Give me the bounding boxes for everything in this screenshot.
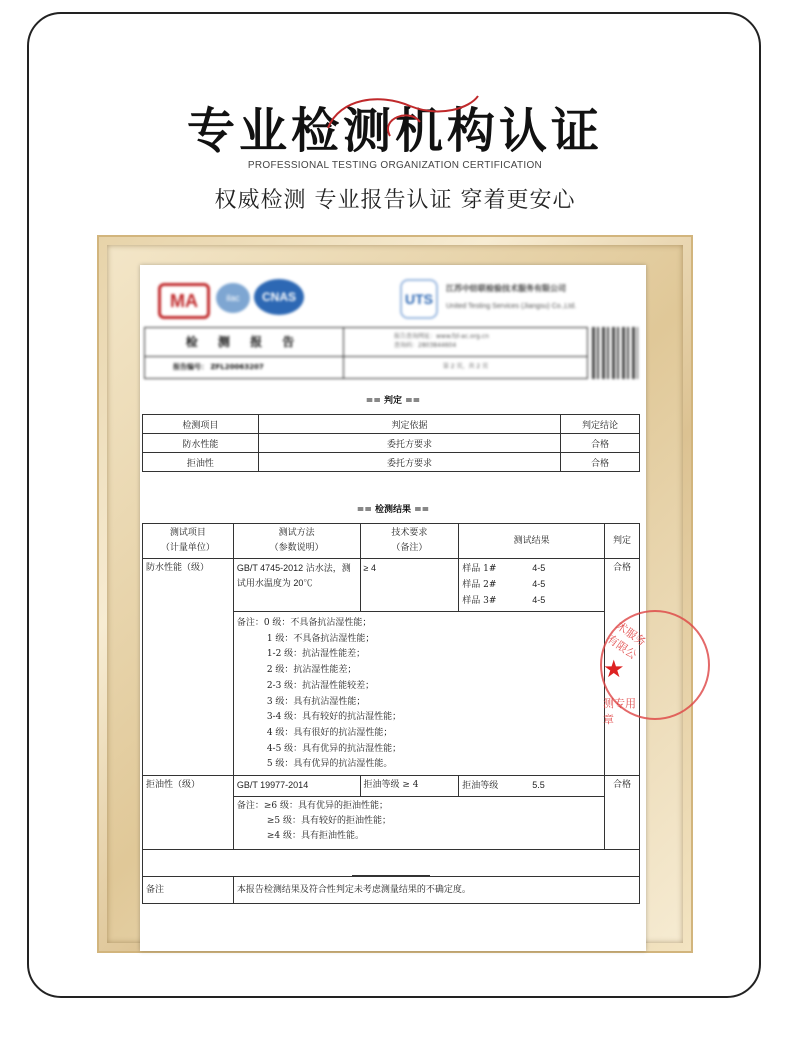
note-line: 2-3 级：抗沾湿性能较差；: [266, 680, 375, 691]
table-row-water: [143, 559, 640, 612]
header-method: [233, 524, 360, 559]
org-name-en: United Testing Services (Jiangsu) Co.,Ltd.: [446, 303, 577, 310]
sample-row: [462, 577, 601, 593]
table-header-row: [143, 524, 640, 559]
oil-notes: [233, 797, 604, 850]
table-cell: 防水性能: [143, 434, 259, 453]
water-item: 防水性能（级）: [143, 559, 234, 776]
oil-item: 拒油性（级）: [143, 776, 234, 850]
note-line: 4-5 级：具有优异的抗沾湿性能；: [266, 743, 402, 754]
oil-method: GB/T 19977-2014: [233, 776, 360, 797]
header-sub: （备注）: [391, 543, 428, 553]
oil-result-value: 5.5: [532, 780, 545, 791]
water-results: [459, 559, 605, 612]
seal-text-bottom: 测专用章: [603, 697, 636, 726]
note-line: 备注：0 级：不具备抗沾湿性能；: [236, 618, 372, 628]
water-judge: 合格: [605, 559, 640, 776]
report-paper: [140, 265, 649, 951]
water-method: GB/T 4745-2012 沾水法，测试用水温度为 20℃: [233, 559, 360, 612]
water-req: ≥ 4: [360, 559, 459, 612]
sample-row: [462, 593, 601, 609]
ilac-logo: ilac: [216, 283, 250, 313]
water-notes: [233, 612, 604, 776]
seal-star-icon: ★: [603, 655, 625, 683]
results-table: [142, 523, 640, 904]
judgement-table: [142, 414, 640, 472]
header-label: 测试方法: [278, 528, 315, 538]
cnas-logo: CNAS: [254, 279, 304, 315]
header-sub: （计量单位）: [160, 543, 215, 553]
note-line: 4 级：具有很好的抗沾湿性能；: [266, 727, 393, 738]
seal-text-arc: 术服务有限公: [604, 619, 649, 662]
remark-text: 本报告检测结果及符合性判定未考虑测量结果的不确定度。: [233, 877, 639, 904]
subtitle-chinese: 权威检测 专业报告认证 穿着更安心: [214, 188, 576, 213]
sample-label: 样品 3#: [462, 596, 497, 606]
sample-label: 样品 1#: [462, 564, 497, 574]
table-row-oil: [143, 776, 640, 797]
oil-req: 拒油等级 ≥ 4: [360, 776, 459, 797]
results-heading: == 检测结果 ==: [356, 505, 430, 515]
oil-judge: 合格: [605, 776, 640, 850]
title-swirl-decoration: [320, 88, 485, 148]
report-no-value: ZFL20063207: [210, 363, 264, 371]
table-row: [143, 434, 640, 453]
table-row-remark: [143, 877, 640, 904]
remark-label: 备注: [143, 877, 234, 904]
header-cell: 判定结论: [561, 415, 640, 434]
oil-result: [459, 776, 605, 797]
note-line: 备注：≥6 级：具有优异的拒油性能；: [236, 801, 388, 812]
sample-row: [462, 561, 601, 577]
sample-value: 4-5: [532, 563, 546, 573]
judgement-heading: == 判定 ==: [365, 396, 421, 406]
report-header: [140, 265, 646, 385]
header-cell: 检测项目: [143, 415, 259, 434]
sample-value: 4-5: [532, 595, 546, 605]
table-header-row: [143, 415, 640, 434]
header-label: 技术要求: [391, 528, 428, 538]
header-result: 测试结果: [459, 524, 605, 559]
subtitle-english: PROFESSIONAL TESTING ORGANIZATION CERTIFICATION: [247, 160, 543, 171]
oil-result-label: 拒油等级: [462, 781, 499, 792]
note-line: 3 级：具有抗沾湿性能；: [266, 696, 366, 707]
report-number: [144, 357, 344, 379]
org-name-cn: 江苏中纺联检验技术服务有限公司: [446, 284, 566, 293]
note-line: 1 级：不具备抗沾湿性能；: [266, 633, 375, 644]
table-row: [143, 453, 640, 472]
note-line: 3-4 级：具有较好的抗沾湿性能；: [266, 712, 402, 723]
note-line: ≥5 级：具有较好的拒油性能；: [266, 816, 391, 827]
note-line: 1-2 级：抗沾湿性能差；: [266, 649, 366, 660]
table-row-blank: [143, 850, 640, 877]
qr-code: [592, 327, 638, 379]
note-line: 2 级：抗沾湿性能差；: [266, 665, 357, 676]
cnas-caption: [308, 283, 348, 313]
sample-value: 4-5: [532, 579, 546, 589]
report-page: 第 2 页，共 2 页: [344, 357, 588, 379]
header-label: 测试项目: [169, 528, 206, 538]
header-cell: 判定依据: [258, 415, 560, 434]
report-no-label: 报告编号：: [173, 363, 208, 371]
uts-logo: UTS: [400, 279, 438, 319]
table-cell: 委托方要求: [258, 434, 560, 453]
table-cell: 拒油性: [143, 453, 259, 472]
blank-cell: [143, 850, 640, 877]
table-cell: 合格: [561, 434, 640, 453]
header-item: [143, 524, 234, 559]
header-req: [360, 524, 459, 559]
table-cell: 委托方要求: [258, 453, 560, 472]
note-line: 5 级：具有优异的抗沾湿性能。: [266, 759, 393, 770]
note-line: ≥4 级：具有拒油性能。: [266, 831, 364, 842]
header-sub: （参数说明）: [269, 543, 324, 553]
report-title: 检 测 报 告: [144, 327, 344, 357]
report-verify-info: 报告查询网址：www.fzl-ac.org.cn 查询码：2803844604: [344, 327, 588, 357]
sample-label: 样品 2#: [462, 580, 497, 590]
header-judge: 判定: [605, 524, 640, 559]
table-divider: [352, 875, 430, 876]
page-title: 专业检测机构认证: [186, 103, 603, 159]
cma-logo: MA: [158, 283, 210, 319]
table-cell: 合格: [561, 453, 640, 472]
